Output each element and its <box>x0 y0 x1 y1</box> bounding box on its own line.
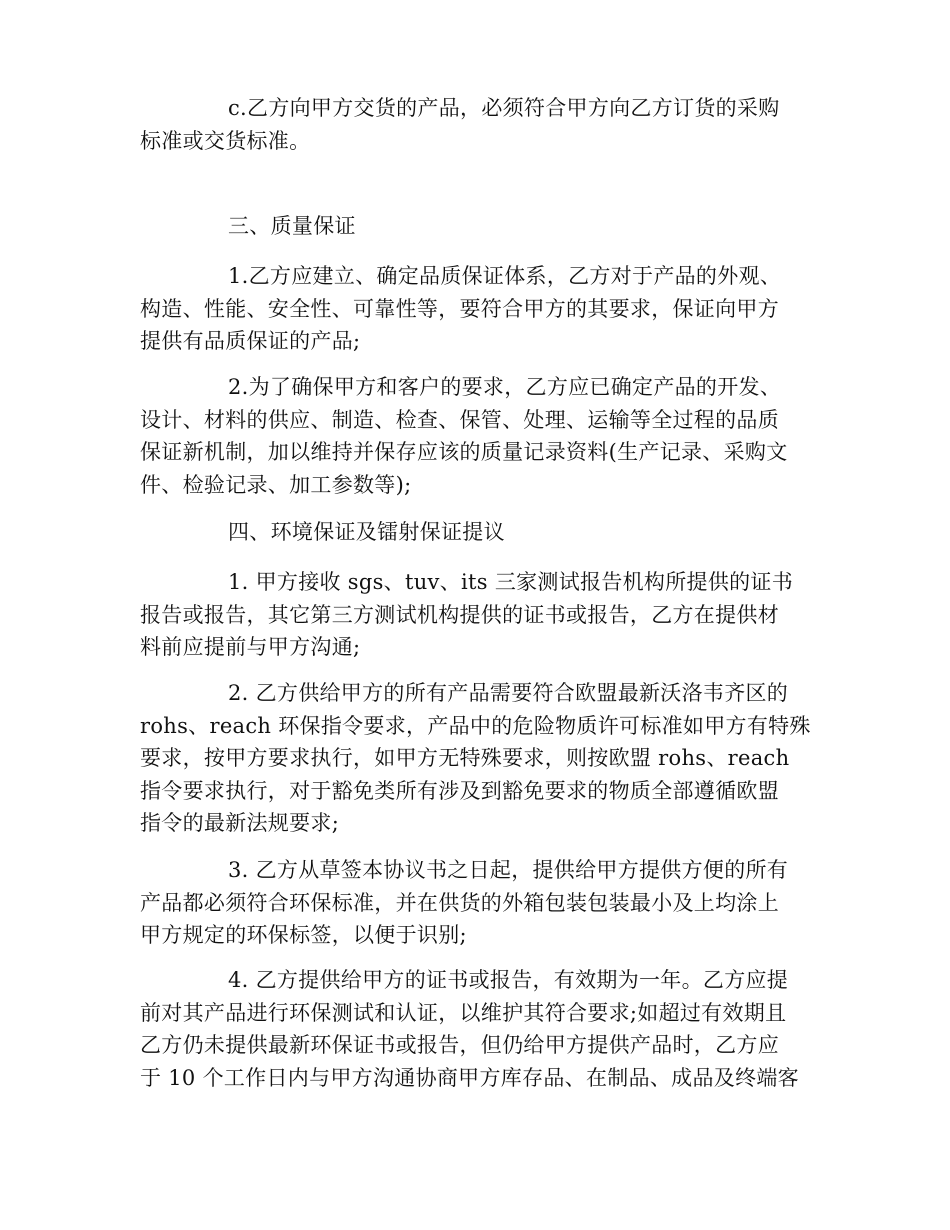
text-line: 保证新机制，加以维持并保存应该的质量记录资料(生产记录、采购文 <box>140 440 788 464</box>
text-line: 提供有品质保证的产品; <box>140 329 361 353</box>
text-line: 4. 乙方提供给甲方的证书或报告，有效期为一年。乙方应提 <box>228 968 789 992</box>
text-line: 指令的最新法规要求; <box>140 811 340 835</box>
text-line: 于 10 个工作日内与甲方沟通协商甲方库存品、在制品、成品及终端客 <box>140 1065 799 1090</box>
paragraph-environment-3 <box>140 854 812 952</box>
paragraph-delivery-standard <box>140 92 812 157</box>
text-line: 构造、性能、安全性、可靠性等，要符合甲方的其要求，保证向甲方 <box>140 296 779 321</box>
text-line: 标准或交货标准。 <box>140 128 311 153</box>
text-line: 前对其产品进行环保测试和认证，以维护其符合要求;如超过有效期且 <box>140 1000 787 1025</box>
text-line: rohs、reach 环保指令要求，产品中的危险物质许可标准如甲方有特殊 <box>140 713 811 738</box>
text-line: 要求，按甲方要求执行，如甲方无特殊要求，则按欧盟 rohs、reach <box>140 746 790 770</box>
paragraph-environment-4 <box>140 964 812 1094</box>
text-line: c.乙方向甲方交货的产品，必须符合甲方向乙方订货的采购 <box>228 96 780 120</box>
text-line: 1.乙方应建立、确定品质保证体系，乙方对于产品的外观、 <box>228 264 782 288</box>
text-line: 甲方规定的环保标签，以便于识别; <box>140 923 467 947</box>
text-line: 报告或报告，其它第三方测试机构提供的证书或报告，乙方在提供材 <box>140 602 779 627</box>
section-heading: 四、环境保证及镭射保证提议 <box>228 520 505 544</box>
text-line: 设计、材料的供应、制造、检查、保管、处理、运输等全过程的品质 <box>140 407 779 432</box>
paragraph-quality-2 <box>140 371 812 501</box>
text-line: 指令要求执行，对于豁免类所有涉及到豁免要求的物质全部遵循欧盟 <box>140 778 779 803</box>
text-line: 料前应提前与甲方沟通; <box>140 635 361 659</box>
text-line: 2.为了确保甲方和客户的要求，乙方应已确定产品的开发、 <box>228 375 782 399</box>
section-heading: 三、质量保证 <box>228 214 356 238</box>
text-line: 1. 甲方接收 sgs、tuv、its 三家测试报告机构所提供的证书 <box>228 570 794 594</box>
text-line: 2. 乙方供给甲方的所有产品需要符合欧盟最新沃洛韦齐区的 <box>228 681 789 705</box>
text-line: 3. 乙方从草签本协议书之日起，提供给甲方提供方便的所有 <box>228 858 789 882</box>
paragraph-environment-1 <box>140 566 812 664</box>
paragraph-environment-2 <box>140 677 812 840</box>
section-heading-quality-assurance <box>140 210 812 243</box>
text-line: 产品都必须符合环保标准，并在供货的外箱包装包装最小及上均涂上 <box>140 890 779 915</box>
paragraph-quality-1 <box>140 260 812 358</box>
text-line: 件、检验记录、加工参数等); <box>140 472 412 497</box>
text-line: 乙方仍未提供最新环保证书或报告，但仍给甲方提供产品时，乙方应 <box>140 1033 779 1057</box>
section-heading-environment <box>140 516 812 549</box>
